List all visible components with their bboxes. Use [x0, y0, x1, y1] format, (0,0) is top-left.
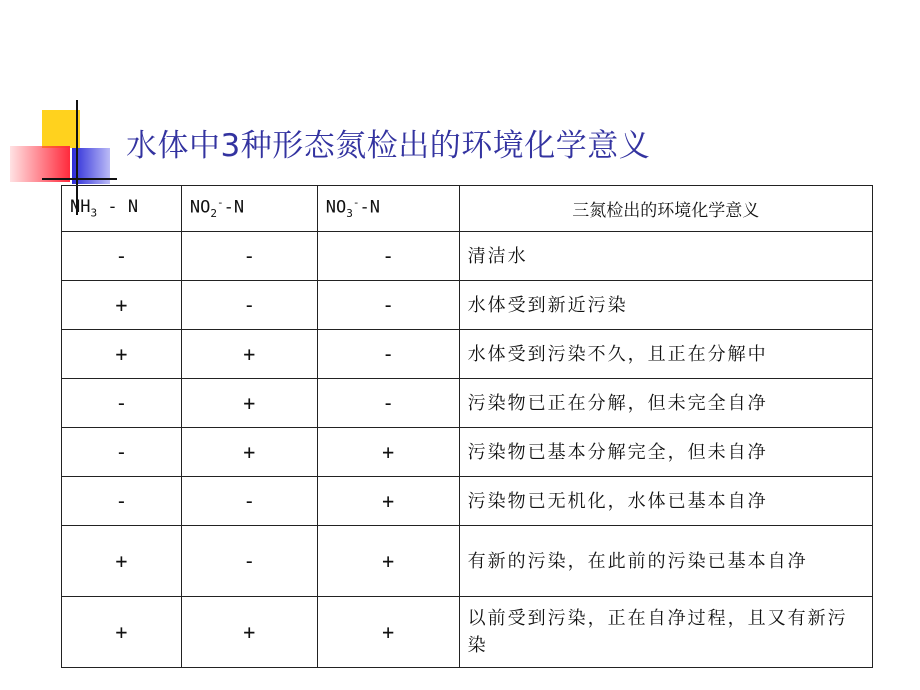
cell-nh3: +	[62, 597, 182, 668]
cell-meaning: 有新的污染，在此前的污染已基本自净	[459, 526, 872, 597]
table-row	[62, 281, 873, 330]
cell-no3: +	[317, 477, 459, 526]
cell-nh3: +	[62, 281, 182, 330]
cell-nh3: -	[62, 232, 182, 281]
table-header-row	[62, 186, 873, 232]
cell-no3: -	[317, 232, 459, 281]
table-row	[62, 597, 873, 668]
table-row	[62, 232, 873, 281]
cell-nh3: +	[62, 526, 182, 597]
cell-no3: -	[317, 330, 459, 379]
header-meaning: 三氮检出的环境化学意义	[459, 186, 872, 232]
cell-meaning: 水体受到新近污染	[459, 281, 872, 330]
table-row	[62, 526, 873, 597]
cell-no2: -	[181, 477, 317, 526]
cell-meaning: 清洁水	[459, 232, 872, 281]
cell-meaning: 水体受到污染不久，且正在分解中	[459, 330, 872, 379]
table-row	[62, 428, 873, 477]
cell-no2: +	[181, 597, 317, 668]
cell-nh3: -	[62, 477, 182, 526]
cell-meaning: 以前受到污染，正在自净过程，且又有新污染	[459, 597, 872, 668]
deco-yellow-square	[42, 110, 80, 148]
cell-nh3: -	[62, 428, 182, 477]
cell-nh3: -	[62, 379, 182, 428]
deco-horizontal-line	[42, 178, 117, 180]
cell-no3: -	[317, 379, 459, 428]
cell-meaning: 污染物已无机化，水体已基本自净	[459, 477, 872, 526]
cell-no3: -	[317, 281, 459, 330]
cell-no2: -	[181, 232, 317, 281]
cell-no2: +	[181, 379, 317, 428]
cell-no2: +	[181, 428, 317, 477]
nitrogen-table	[61, 185, 873, 668]
page-title: 水体中3种形态氮检出的环境化学意义	[126, 128, 651, 164]
cell-no3: +	[317, 526, 459, 597]
header-no3: $NO_3^--N$	[317, 186, 459, 232]
cell-nh3: +	[62, 330, 182, 379]
cell-no2: -	[181, 526, 317, 597]
header-no2: $NO_2^--N$	[181, 186, 317, 232]
table-row	[62, 477, 873, 526]
cell-no3: +	[317, 597, 459, 668]
cell-meaning: 污染物已正在分解，但未完全自净	[459, 379, 872, 428]
cell-no2: +	[181, 330, 317, 379]
header-nh3: $NH_3$ - N	[62, 186, 182, 232]
cell-meaning: 污染物已基本分解完全，但未自净	[459, 428, 872, 477]
deco-red-gradient-bar	[10, 146, 70, 182]
table-row	[62, 330, 873, 379]
cell-no2: -	[181, 281, 317, 330]
table-row	[62, 379, 873, 428]
cell-no3: +	[317, 428, 459, 477]
